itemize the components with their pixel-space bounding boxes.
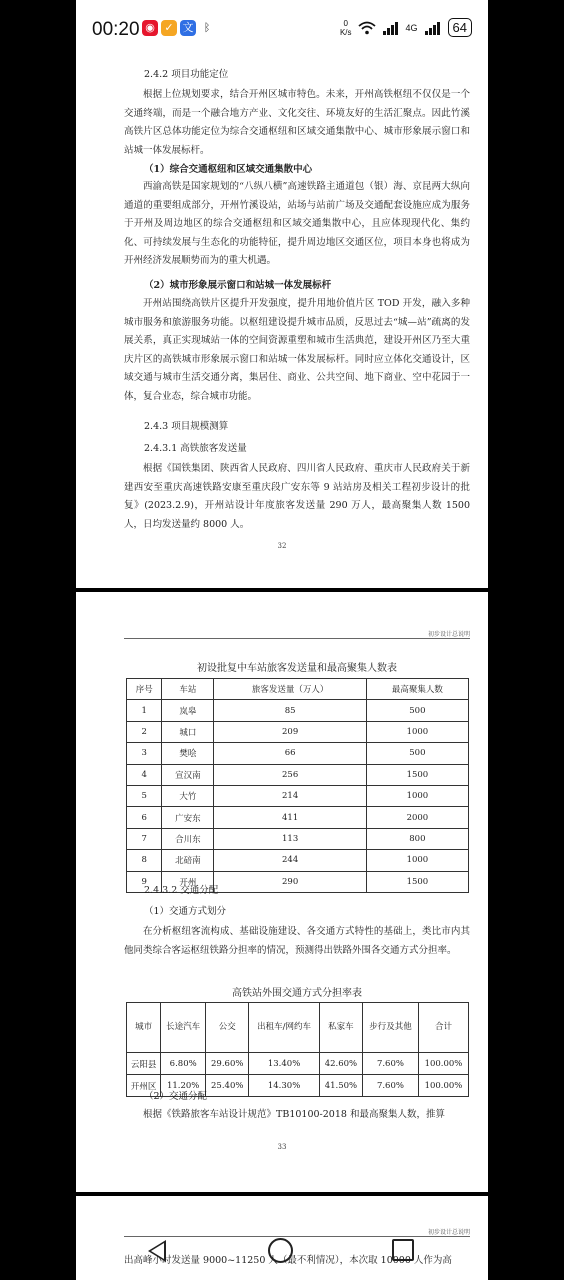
table-cell: 1000 <box>366 785 468 806</box>
station-passenger-table <box>126 678 469 893</box>
table-cell: 214 <box>214 785 366 806</box>
subsection-heading: （2）城市形象展示窗口和站城一体发展标杆 <box>144 280 332 291</box>
table-cell: 500 <box>366 743 468 764</box>
table-cell: 13.40% <box>249 1053 320 1075</box>
column-header: 序号 <box>127 679 162 700</box>
table-cell: 85 <box>214 700 366 721</box>
table-cell: 5 <box>127 785 162 806</box>
table-cell: 25.40% <box>206 1075 249 1097</box>
table-row <box>127 807 469 828</box>
subsection-heading: （2）交通分配 <box>144 1091 208 1102</box>
table-cell: 城口 <box>162 721 214 742</box>
table-caption: 高铁站外围交通方式分担率表 <box>232 988 362 999</box>
table-cell: 256 <box>214 764 366 785</box>
document-page-33[interactable] <box>76 592 488 1192</box>
system-icons <box>340 18 472 37</box>
table-cell: 209 <box>214 721 366 742</box>
column-header: 公交 <box>206 1003 249 1053</box>
column-header: 出租车/网约车 <box>249 1003 320 1053</box>
table-row <box>127 700 469 721</box>
table-cell: 开州区 <box>127 1075 161 1097</box>
paragraph: 根据《铁路旅客车站设计规范》TB10100-2018 和最高聚集人数，推算 <box>143 1109 445 1120</box>
table-cell: 1500 <box>366 871 468 892</box>
table-caption: 初设批复中车站旅客发送量和最高聚集人数表 <box>197 663 397 674</box>
wifi-icon <box>358 21 376 35</box>
table-cell: 1000 <box>366 850 468 871</box>
table-row <box>127 1053 469 1075</box>
paragraph: 根据上位规划要求，结合开州区城市特色。未来，开州高铁枢纽不仅仅是一个交通终端，而是一个融合地方产业、文化交往、环境友好的生活汇聚点。因此竹溪高铁片区总体功能定位为综合交通枢纽和区域交通集散中心、城市形象展示窗口和站城一体发展标杆。 <box>124 89 470 156</box>
back-icon[interactable] <box>148 1240 166 1262</box>
section-heading: 2.4.3.1 高铁旅客发送量 <box>144 443 247 454</box>
app-icon: ✓ <box>161 20 177 36</box>
table-cell: 开州 <box>162 871 214 892</box>
status-time: 00:20 <box>92 19 140 40</box>
table-cell: 14.30% <box>249 1075 320 1097</box>
table-row <box>127 743 469 764</box>
network-type: 4G <box>405 22 418 33</box>
home-icon[interactable] <box>268 1238 293 1263</box>
table-cell: 合川东 <box>162 828 214 849</box>
table-cell: 北碚南 <box>162 850 214 871</box>
table-cell: 6.80% <box>161 1053 206 1075</box>
weibo-icon: ◉ <box>142 20 158 36</box>
paragraph: 西渝高铁是国家规划的“八纵八横”高速铁路主通道包（银）海、京昆两大纵向通道的重要组成部分，开州竹溪设站，站场与站前广场及交通配套设施应成为服务于开州及周边地区的综合交通枢纽和区域交通集散中心，且应体现现代化、集约化、可持续发展与生态化的功能特征，提升周边地区交通区位，项目本身也将成为开州经济发展顺势而为的重大机遇。 <box>124 181 470 267</box>
table-cell: 42.60% <box>319 1053 362 1075</box>
column-header: 城市 <box>127 1003 161 1053</box>
table-cell: 9 <box>127 871 162 892</box>
table-cell: 290 <box>214 871 366 892</box>
table-cell: 樊哙 <box>162 743 214 764</box>
page-number: 33 <box>277 1143 287 1151</box>
table-cell: 113 <box>214 828 366 849</box>
section-heading: 2.4.3 项目规模测算 <box>144 421 229 432</box>
page-header: 初步设计总说明 <box>427 1229 470 1236</box>
table-cell: 宣汉南 <box>162 764 214 785</box>
table-cell: 1 <box>127 700 162 721</box>
table-cell: 100.00% <box>418 1053 468 1075</box>
signal-icon <box>382 21 400 35</box>
table-cell: 2 <box>127 721 162 742</box>
table-cell: 岚皋 <box>162 700 214 721</box>
signal-icon-2 <box>424 21 442 35</box>
table-cell: 大竹 <box>162 785 214 806</box>
column-header: 旅客发送量（万人） <box>214 679 366 700</box>
table-cell: 29.60% <box>206 1053 249 1075</box>
section-heading: 2.4.3.2 交通分配 <box>144 885 219 896</box>
table-row <box>127 764 469 785</box>
notification-icons <box>142 20 215 36</box>
table-cell: 7 <box>127 828 162 849</box>
table-cell: 1500 <box>366 764 468 785</box>
translate-icon: 文 <box>180 20 196 36</box>
table-cell: 3 <box>127 743 162 764</box>
page-number: 32 <box>277 542 287 550</box>
column-header: 步行及其他 <box>362 1003 418 1053</box>
table-cell: 800 <box>366 828 468 849</box>
header-rule <box>124 638 470 639</box>
table-cell: 4 <box>127 764 162 785</box>
table-cell: 66 <box>214 743 366 764</box>
table-row <box>127 721 469 742</box>
table-cell: 8 <box>127 850 162 871</box>
table-cell: 244 <box>214 850 366 871</box>
table-cell: 11.20% <box>161 1075 206 1097</box>
table-cell: 500 <box>366 700 468 721</box>
table-cell: 41.50% <box>319 1075 362 1097</box>
status-bar <box>76 0 488 62</box>
table-cell: 广安东 <box>162 807 214 828</box>
table-row <box>127 850 469 871</box>
column-header: 最高聚集人数 <box>366 679 468 700</box>
paragraph: 开州站围绕高铁片区提升开发强度，提升用地价值片区 TOD 开发，融入多种城市服务和旅游服务功能。以枢纽建设提升城市品质，反思过去“城—站”疏离的发展关系，真正实现城站一体的空间资源重塑和城市生活典范，建设开州区乃至大重庆片区的高铁城市形象展示窗口和站城一体发展标杆。同时应立体化交通设计，区域交通与城市生活交通分离，集居住、商业、公共空间、地下商业、空中花园于一体，复合业态，综合城市功能。 <box>124 298 470 402</box>
section-heading: 2.4.2 项目功能定位 <box>144 69 229 80</box>
column-header: 私家车 <box>319 1003 362 1053</box>
table-cell: 云阳县 <box>127 1053 161 1075</box>
table-cell: 7.60% <box>362 1053 418 1075</box>
table-cell: 100.00% <box>418 1075 468 1097</box>
table-cell: 6 <box>127 807 162 828</box>
document-page-32[interactable] <box>76 62 488 588</box>
paragraph: 出高峰小时发送量 9000~11250 人（最不利情况），本次取 10000 人作为高 <box>124 1255 452 1266</box>
table-row <box>127 828 469 849</box>
column-header: 长途汽车 <box>161 1003 206 1053</box>
table-cell: 411 <box>214 807 366 828</box>
paragraph: 在分析枢纽客流构成、基础设施建设、各交通方式特性的基础上，类比市内其他同类综合客运枢纽铁路分担率的情况，预测得出铁路外围各交通方式分担率。 <box>124 926 470 956</box>
recent-apps-icon[interactable] <box>392 1239 414 1261</box>
page-header: 初步设计总说明 <box>427 631 470 638</box>
subsection-heading: （1）综合交通枢纽和区域交通集散中心 <box>144 164 313 175</box>
bluetooth-icon: ᛒ <box>203 22 211 34</box>
column-header: 车站 <box>162 679 214 700</box>
column-header: 合计 <box>418 1003 468 1053</box>
paragraph: 根据《国铁集团、陕西省人民政府、四川省人民政府、重庆市人民政府关于新建西安至重庆高速铁路安康至重庆段广安东等 9 站站房及相关工程初步设计的批复》(2023.2.9)，开州站设计年度旅客发送量 290 万人，最高聚集人数 1500 人，日均发送量约 8000 人。 <box>124 463 470 530</box>
table-cell: 2000 <box>366 807 468 828</box>
table-row <box>127 785 469 806</box>
subsection-heading: （1）交通方式划分 <box>144 906 227 917</box>
transport-mode-share-table <box>126 1002 469 1097</box>
net-speed: 0 K/s <box>339 18 352 37</box>
battery-icon: 64 <box>448 18 472 37</box>
table-cell: 1000 <box>366 721 468 742</box>
navigation-bar <box>120 1232 460 1272</box>
table-cell: 7.60% <box>362 1075 418 1097</box>
